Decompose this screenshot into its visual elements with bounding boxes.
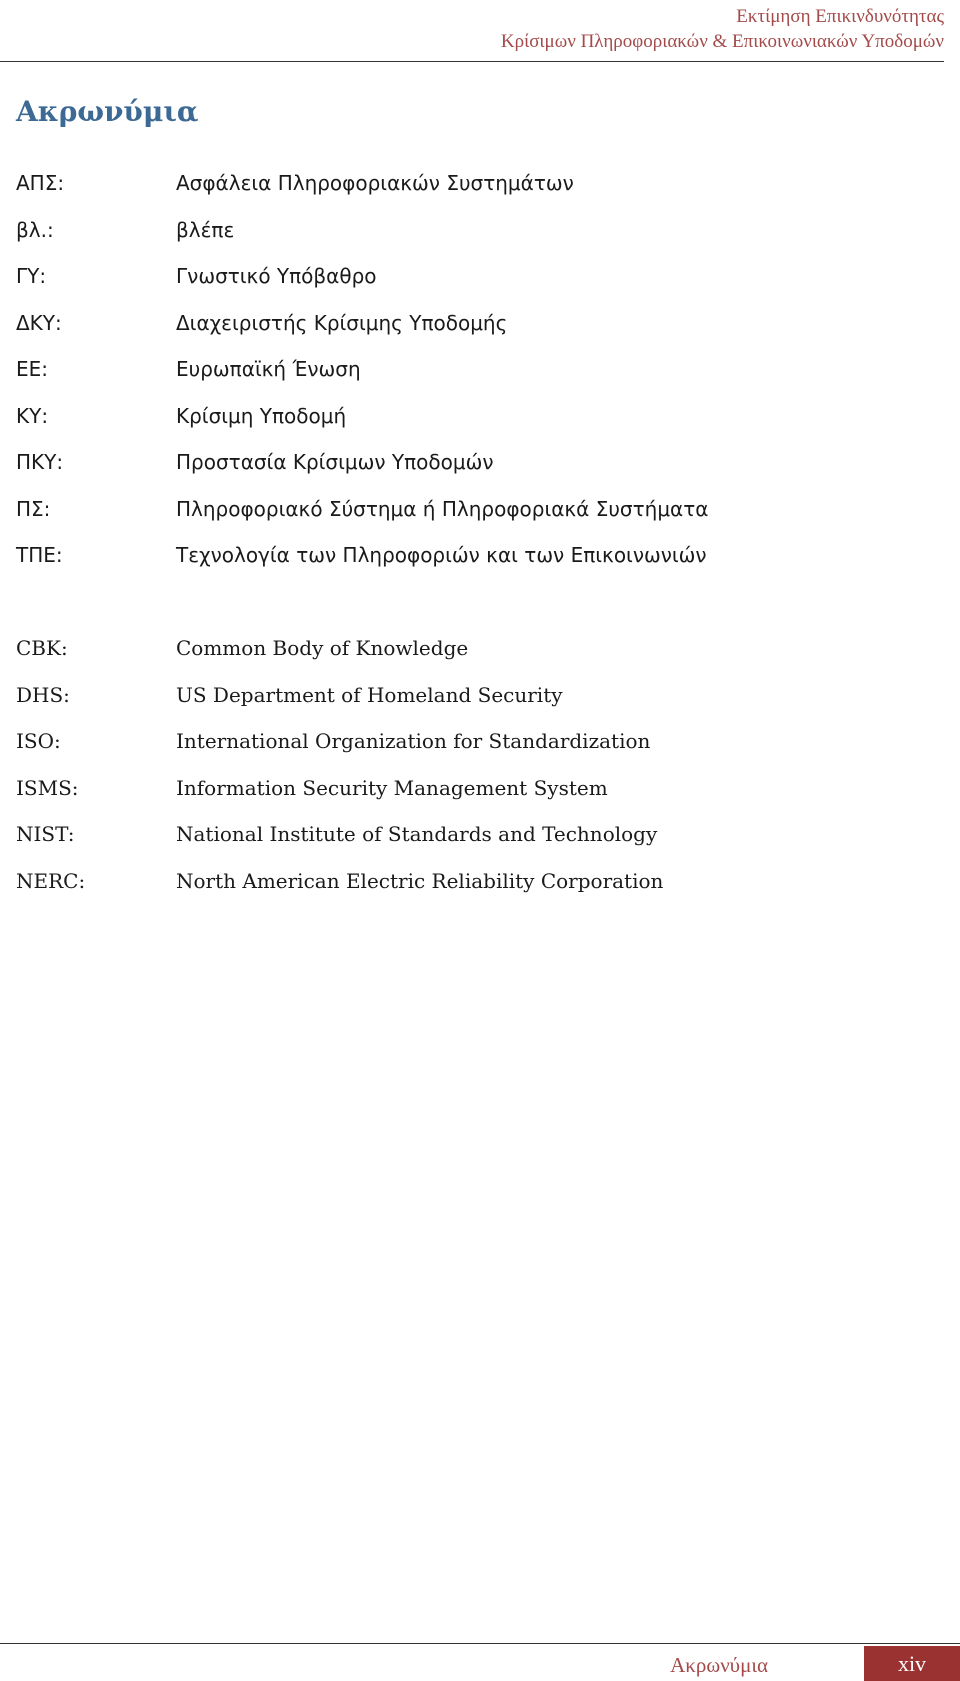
acronym-definition: Ασφάλεια Πληροφοριακών Συστημάτων [176, 171, 574, 196]
acronym-term: NERC: [16, 868, 86, 893]
acronym-term: DHS: [16, 682, 70, 707]
acronym-row [16, 718, 916, 765]
acronym-row [16, 625, 916, 672]
acronym-definition: Κρίσιμη Υποδομή [176, 403, 347, 428]
acronym-term: ΠΚΥ: [16, 450, 64, 475]
acronym-definition: Διαχειριστής Κρίσιμης Υποδομής [176, 310, 508, 335]
acronym-row [16, 765, 916, 812]
acronym-term: ΠΣ: [16, 496, 51, 521]
acronym-definition: International Organization for Standardization [176, 729, 651, 754]
page-header [0, 0, 960, 63]
acronym-row [16, 393, 916, 440]
acronym-definition: Προστασία Κρίσιμων Υποδομών [176, 450, 494, 475]
acronym-row [16, 486, 916, 533]
acronym-term: ΚΥ: [16, 403, 49, 428]
header-title-line2: Κρίσιμων Πληροφοριακών & Επικοινωνιακών Υποδομών [500, 31, 944, 52]
acronym-row [16, 858, 916, 905]
acronym-term: ΓΥ: [16, 264, 47, 289]
acronym-definition: National Institute of Standards and Technology [176, 822, 658, 847]
footer-divider [0, 1643, 960, 1644]
acronym-row [16, 672, 916, 719]
header-divider [0, 61, 944, 62]
greek-acronym-list [16, 160, 916, 579]
acronym-term: ΕΕ: [16, 357, 49, 382]
acronym-row [16, 160, 916, 207]
acronym-row [16, 300, 916, 347]
footer-section-label: Ακρωνύμια [670, 1653, 768, 1677]
acronym-row [16, 532, 916, 579]
acronym-row [16, 207, 916, 254]
acronym-row [16, 346, 916, 393]
header-title-line1: Εκτίμηση Επικινδυνότητας [736, 6, 944, 27]
acronym-term: ISO: [16, 729, 61, 754]
acronym-row [16, 811, 916, 858]
page-title: Ακρωνύμια [16, 95, 199, 128]
english-acronym-list [16, 625, 916, 904]
acronym-term: CBK: [16, 636, 68, 661]
acronym-definition: Γνωστικό Υπόβαθρο [176, 264, 377, 289]
acronym-definition: North American Electric Reliability Corporation [176, 868, 664, 893]
acronym-term: ΑΠΣ: [16, 171, 65, 196]
acronym-term: ΔΚΥ: [16, 310, 62, 335]
acronym-definition: βλέπε [176, 217, 235, 242]
acronym-definition: Πληροφοριακό Σύστημα ή Πληροφοριακά Συστήματα [176, 496, 709, 521]
acronym-definition: US Department of Homeland Security [176, 682, 563, 707]
acronym-definition: Information Security Management System [176, 775, 608, 800]
acronym-definition: Τεχνολογία των Πληροφοριών και των Επικοινωνιών [176, 543, 707, 568]
acronym-term: βλ.: [16, 217, 54, 242]
acronym-term: ISMS: [16, 775, 79, 800]
acronym-definition: Common Body of Knowledge [176, 636, 469, 661]
acronym-term: ΤΠΕ: [16, 543, 63, 568]
acronym-row [16, 439, 916, 486]
acronym-definition: Ευρωπαϊκή Ένωση [176, 357, 361, 382]
acronym-term: NIST: [16, 822, 75, 847]
acronym-row [16, 253, 916, 300]
page-number: xiv [864, 1646, 960, 1681]
